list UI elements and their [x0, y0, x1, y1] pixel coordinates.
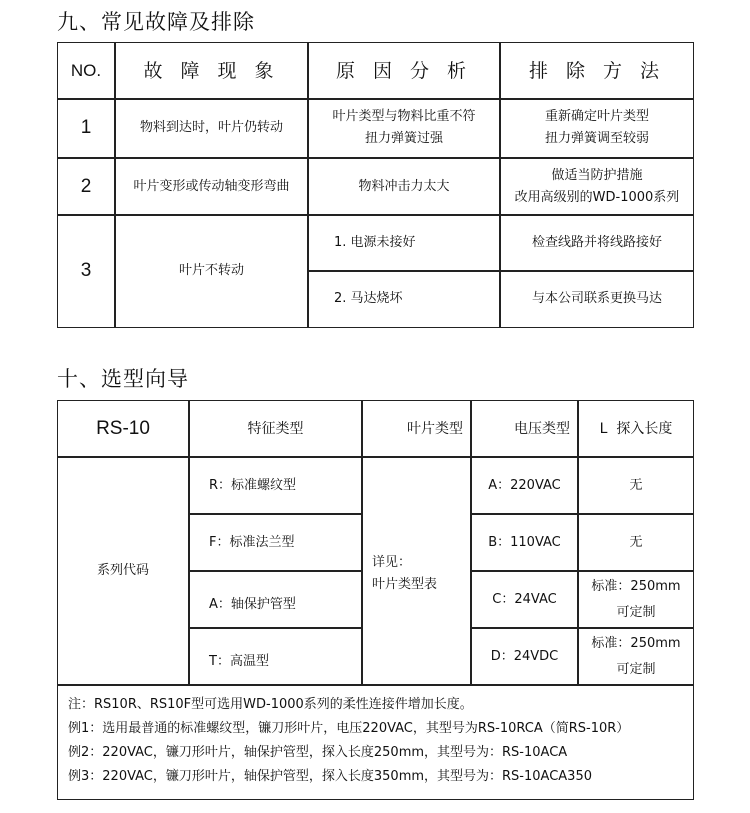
notes — [68, 693, 629, 789]
cause-line: 叶片类型与物料比重不符 — [332, 109, 476, 124]
section9-title: 九、常见故障及排除 — [57, 10, 255, 34]
header-symptom: 故 障 现 象 — [143, 59, 280, 82]
row-cause: 2. 马达烧坏 — [334, 291, 403, 306]
blade-line: 详见： — [372, 554, 412, 570]
feature-item: F：标准法兰型 — [209, 534, 295, 550]
note-line: 注：RS10R、RS10F型可选用WD-1000系列的柔性连接件增加长度。 — [68, 697, 473, 712]
row-fix: 与本公司联系更换马达 — [531, 291, 662, 306]
voltage-item: C：24VAC — [492, 591, 557, 607]
feature-item: R：标准螺纹型 — [209, 477, 297, 493]
note-line: 例1：选用最普通的标准螺纹型，镰刀形叶片，电压220VAC，其型号为RS-10RCA（简RS-10R） — [68, 721, 630, 736]
length-item: 无 — [629, 477, 643, 493]
fix-line: 改用高级别的WD-1000系列 — [514, 189, 680, 205]
row-cause — [308, 99, 500, 157]
header-no: NO. — [70, 60, 102, 80]
row-symptom: 叶片不转动 — [178, 263, 244, 278]
row-no: 3 — [80, 260, 92, 281]
voltage-item: D：24VDC — [490, 648, 559, 664]
row-fix — [500, 99, 694, 157]
row-no: 1 — [80, 117, 92, 138]
cause-line: 扭力弹簧过强 — [364, 131, 443, 146]
series-code: 系列代码 — [96, 562, 149, 578]
length-item — [578, 628, 694, 685]
blade-type — [362, 457, 471, 684]
length-item — [578, 571, 694, 628]
length-line: 可定制 — [616, 604, 656, 620]
header-voltage: 电压类型 — [514, 420, 570, 437]
fix-line: 做适当防护措施 — [551, 167, 643, 183]
header-fix: 排 除 方 法 — [528, 59, 666, 82]
row-symptom: 物料到达时，叶片仍转动 — [139, 120, 283, 135]
row-no: 2 — [80, 175, 92, 197]
row-fix — [500, 158, 694, 215]
note-line: 例2：220VAC，镰刀形叶片，轴保护管型，探入长度250mm，其型号为：RS-10ACA — [68, 745, 568, 760]
feature-item: T：高温型 — [209, 653, 269, 669]
fix-line: 扭力弹簧调至较弱 — [544, 131, 649, 146]
section10-title: 十、选型向导 — [57, 367, 189, 391]
length-line: 可定制 — [616, 661, 656, 677]
row-symptom: 叶片变形或传动轴变形弯曲 — [133, 178, 290, 194]
blade-line: 叶片类型表 — [372, 576, 438, 592]
header-cause: 原 因 分 析 — [335, 59, 473, 82]
length-line: 标准：250mm — [591, 578, 681, 594]
header-length: L 探入长度 — [599, 420, 673, 437]
voltage-item: A：220VAC — [488, 477, 561, 493]
header-feature: 特征类型 — [247, 420, 304, 437]
voltage-item: B：110VAC — [488, 534, 561, 550]
feature-item: A：轴保护管型 — [209, 596, 296, 612]
row-cause: 1. 电源未接好 — [334, 235, 416, 250]
header-blade: 叶片类型 — [407, 420, 463, 437]
note-line: 例3：220VAC，镰刀形叶片，轴保护管型，探入长度350mm，其型号为：RS-10ACA350 — [68, 769, 592, 784]
length-line: 标准：250mm — [591, 635, 681, 651]
fix-line: 重新确定叶片类型 — [544, 109, 649, 124]
length-item: 无 — [629, 534, 643, 550]
row-cause: 物料冲击力太大 — [358, 178, 450, 194]
row-fix: 检查线路并将线路接好 — [531, 235, 662, 250]
header-model: RS-10 — [96, 417, 150, 439]
